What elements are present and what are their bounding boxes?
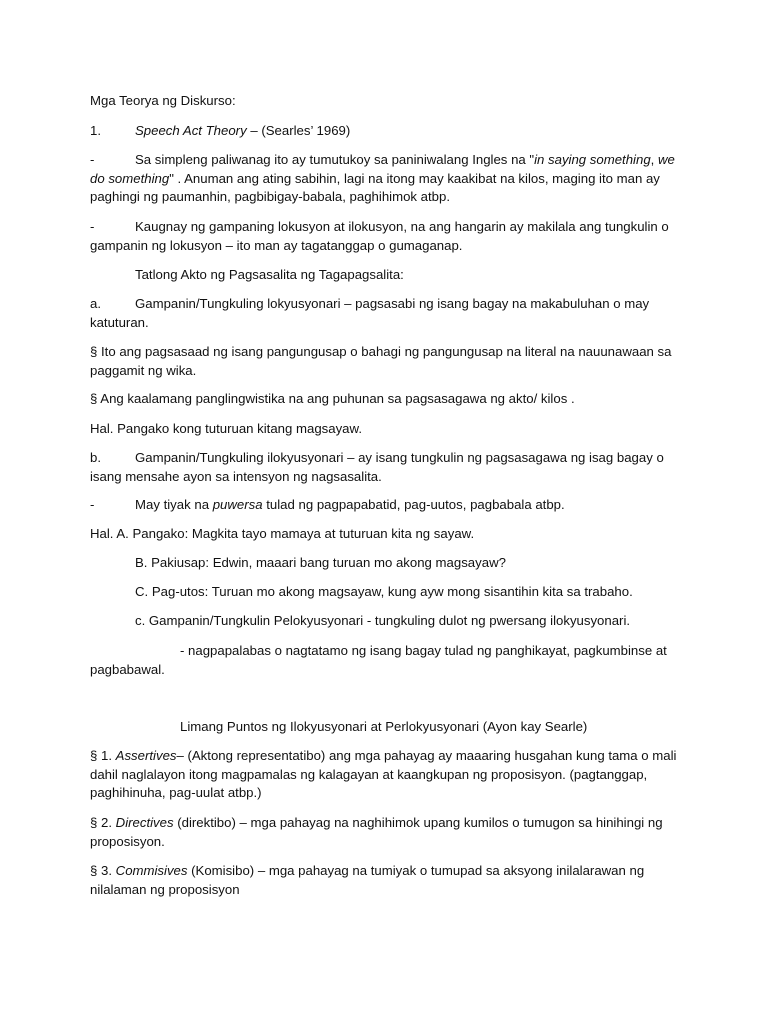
example-1: Hal. Pangako kong tuturuan kitang magsayaw.	[90, 421, 362, 436]
paragraph-text: Gampanin/Tungkuling ilokyusyonari – ay isang tungkulin ng pagsasagawa ng isag bagay o isang mensahe ayon sa intensyon ng nagsasalita.	[90, 450, 664, 484]
paragraph-text: (direktibo) – mga pahayag na naghihimok upang kumilos o tumugon sa hinihingi ng proposisyon.	[90, 815, 663, 849]
act-c-description	[90, 642, 680, 679]
act-a	[90, 295, 680, 332]
theory-item-1	[90, 122, 680, 141]
paragraph-text: tulad ng pagpapabatid, pag-uutos, pagbabala atbp.	[262, 497, 565, 512]
dash-bullet: -	[90, 152, 95, 167]
italic-term: puwersa	[212, 497, 263, 512]
paragraph-text: Kaugnay ng gampaning lokusyon at ilokusyon, na ang hangarin ay makilala ang tungkulin o gampanin ng lokusyon – ito man ay tagatanggap o gumaganap.	[90, 219, 669, 253]
section-bullet-1: § Ito ang pagsasaad ng isang pangungusap o bahagi ng pangungusap na literal na nauunawaan sa paggamit ng wika.	[90, 344, 672, 378]
point-3	[90, 862, 680, 899]
point-1	[90, 747, 680, 803]
dash-bullet: -	[90, 219, 95, 234]
example-2-c: C. Pag-utos: Turuan mo akong magsayaw, kung ayw mong sisantihin kita sa trabaho.	[135, 584, 633, 599]
theory-name: Speech Act Theory	[135, 123, 247, 138]
description-first-line: - nagpapalabas o nagtatamo ng isang bagay tulad ng panghikayat, pagkumbinse at	[180, 643, 667, 658]
example-2-a: Hal. A. Pangako: Magkita tayo mamaya at tuturuan kita ng sayaw.	[90, 526, 475, 541]
dash-paragraph-3	[90, 496, 680, 515]
paragraph-text: May tiyak na	[135, 497, 213, 512]
point-prefix: § 2.	[90, 815, 116, 830]
dash-bullet: -	[90, 497, 95, 512]
paragraph-text: Gampanin/Tungkuling lokyusyonari – pagsasabi ng isang bagay na makabuluhan o may katuturan.	[90, 296, 650, 330]
paragraph-text: ,	[650, 152, 658, 167]
theory-citation: – (Searles’ 1969)	[246, 123, 351, 138]
point-2	[90, 814, 680, 851]
dash-paragraph-2	[90, 218, 680, 255]
three-acts-heading: Tatlong Akto ng Pagsasalita ng Tagapagsalita:	[135, 267, 404, 282]
list-label: b.	[90, 450, 101, 465]
italic-term: Assertives	[115, 748, 177, 763]
paragraph-text: (Komisibo) – mga pahayag na tumiyak o tumupad sa aksyong inilalarawan ng nilalaman ng proposisyon	[90, 863, 645, 897]
paragraph-text: – (Aktong representatibo) ang mga pahayag ay maaaring husgahan kung tama o mali dahil naglalayon itong magpamalas ng kalagayan at kaangkupan ng proposisyon. (pagtanggap, paghihinuha, pag-uulat atbp.)	[90, 748, 677, 800]
section-bullet-2: § Ang kaalamang panglingwistika na ang puhunan sa pagsasagawa ng akto/ kilos .	[90, 391, 575, 406]
five-points-heading: Limang Puntos ng Ilokyusyonari at Perlokyusyonari (Ayon kay Searle)	[180, 719, 588, 734]
paragraph-text: Sa simpleng paliwanag ito ay tumutukoy sa paniniwalang Ingles na "	[135, 152, 535, 167]
document-title: Mga Teorya ng Diskurso:	[90, 93, 236, 108]
description-continuation: pagbabawal.	[90, 661, 165, 677]
quote-italic: in saying something	[534, 152, 651, 167]
act-b	[90, 449, 680, 486]
paragraph-text: " . Anuman ang ating sabihin, lagi na itong may kaakibat na kilos, maging ito man ay paghingi ng paumanhin, pagbibigay-babala, paghihimok atbp.	[90, 170, 660, 204]
example-2-b: B. Pakiusap: Edwin, maaari bang turuan mo akong magsayaw?	[135, 555, 506, 570]
act-c: c. Gampanin/Tungkulin Pelokyusyonari - tungkuling dulot ng pwersang ilokyusyonari.	[135, 613, 631, 628]
dash-paragraph-1	[90, 151, 680, 207]
list-label: a.	[90, 296, 101, 311]
italic-term: Commisives	[115, 863, 188, 878]
quote-italic: we do something	[90, 152, 675, 186]
point-prefix: § 3.	[90, 863, 116, 878]
italic-term: Directives	[115, 815, 174, 830]
item-number: 1.	[90, 123, 101, 138]
point-prefix: § 1.	[90, 748, 116, 763]
